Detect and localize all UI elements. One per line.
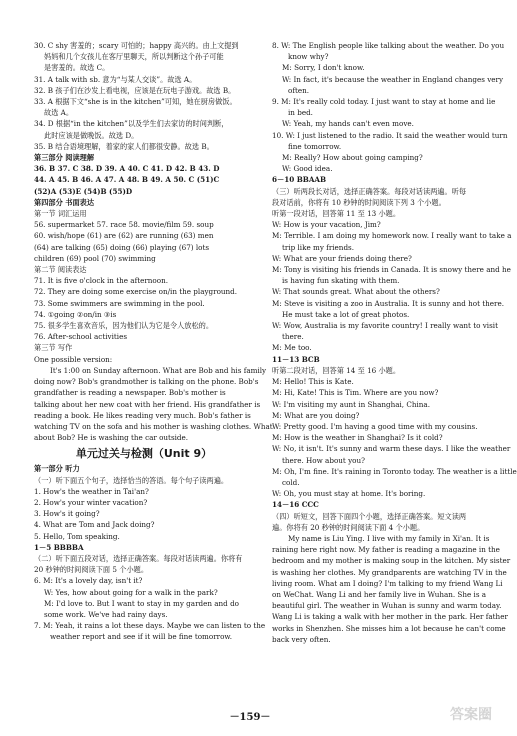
text-line: （一）听下面五个句子，选择恰当的答语。每个句子读两遍。 [34, 475, 229, 485]
text-line: weather report and see if it will be fine tomorrow. [50, 632, 232, 642]
text-line: M: Tony is visiting his friends in Canada. It is snowy there and he [272, 265, 511, 275]
text-line: W: How is your vacation, Jim? [272, 220, 381, 230]
text-line: W: In fact, it's because the weather in England changes very [282, 74, 504, 84]
text-line: 7. M: Yeah, it rains a lot these days. Maybe we can listen to the [34, 621, 266, 631]
text-line: M: Hello! This is Kate. [272, 377, 354, 387]
text-line: 60. wish/hope (61) are (62) are running (63) men [34, 231, 214, 241]
text-line: 第三部分 阅读理解 [34, 153, 95, 163]
text-line: 35. B 结合语境理解，着家的家人们都很安静。故选 B。 [34, 141, 214, 151]
text-line: 34. D 根据“in the kitchen”以及学生们去家访的时间判断， [34, 119, 229, 129]
text-line: doing now? Bob's grandmother is talking on the phone. Bob's [34, 377, 259, 387]
text-line: on WeChat. Wang Li and her family live in Wuhan. She is a [272, 589, 487, 599]
text-line: 56. supermarket 57. race 58. movie/film 59. soup [34, 220, 214, 230]
text-line: about Bob? He is washing the car outside. [34, 433, 189, 443]
text-line: 32. B 孩子们在沙发上看电视，应该是在玩电子游戏。故选 B。 [34, 85, 236, 95]
text-line: (64) are talking (65) doing (66) playing (67) lots [34, 242, 210, 252]
text-line: 此时应该是做晚饭。故选 D。 [44, 130, 139, 140]
text-line: often. [288, 85, 310, 95]
text-line: M: Oh, I'm fine. It's raining in Toronto today. The weather is a little [272, 466, 517, 476]
text-line: 第三节 写作 [34, 343, 73, 353]
text-line: 31. A talk with sb. 意为“与某人交谈”。故选 A。 [34, 74, 197, 84]
text-line: 第二节 阅读表达 [34, 265, 87, 275]
text-line: there. How about you? [282, 455, 365, 465]
text-line: 14－16 CCC [272, 500, 319, 510]
unit-title: 单元过关与检测（Unit 9） [75, 447, 213, 461]
right-listening [272, 40, 517, 645]
text-line: 76. After-school activities [34, 332, 128, 342]
text-line: W: Yeah, my hands can't even move. [282, 119, 414, 129]
text-line: children (69) pool (70) swimming [34, 253, 156, 263]
text-line: 72. They are doing some exercise on/in the playground. [34, 287, 238, 297]
text-line: 1－5 BBBBA [34, 542, 84, 552]
text-line: 听第一段对话，回答第 11 至 13 小题。 [272, 209, 401, 219]
text-line: 听第二段对话，回答第 14 至 16 小题。 [272, 365, 401, 375]
text-line: 44. A 45. B 46. A 47. A 48. B 49. A 50. C (51)C [34, 175, 220, 185]
text-line: My name is Liu Ying. I live with my family in Xi'an. It is [288, 533, 490, 543]
text-line: 8. W: The English people like talking about the weather. Do you [272, 41, 505, 50]
text-line: It's 1:00 on Sunday afternoon. What are Bob and his family [50, 365, 267, 375]
text-line: cold. [282, 477, 300, 487]
text-line: 36. B 37. C 38. D 39. A 40. C 41. D 42. B 43. D [34, 164, 220, 174]
text-line: M: Terrible. I am doing my homework now. I really want to take a [272, 231, 512, 241]
text-line: W: Pretty good. I'm having a good time with my cousins. [272, 421, 478, 431]
text-line: 故选 A。 [44, 108, 74, 118]
text-line: W: That sounds great. What about the others? [272, 287, 440, 297]
text-line: 是害羞的。故选 C。 [44, 63, 110, 73]
left-column [34, 40, 273, 643]
text-line: (52)A (53)E (54)B (55)D [34, 186, 133, 196]
text-line: M: I'd love to. But I want to stay in my garden and do [44, 598, 239, 608]
text-line: W: Yes, how about going for a walk in the park? [44, 587, 218, 597]
text-line: M: Me too. [272, 343, 312, 353]
text-line: （二）听下面五段对话，选择正确答案。每段对话读两遍。你将有 [34, 553, 243, 563]
text-line: One possible version: [34, 354, 113, 364]
watermark-logo: 答案圈 [450, 707, 492, 723]
text-line: raining here right now. My father is reading a magazine in the [272, 545, 500, 555]
text-line: 74. ①going ②on/in ③is [34, 309, 117, 319]
text-line: 6. M: It's a lovely day, isn't it? [34, 576, 143, 586]
text-line: bedroom and my mother is making soup in the kitchen. My sister [272, 556, 511, 566]
text-line: W: What are your friends doing there? [272, 253, 412, 263]
page-number: －159－ [229, 712, 271, 723]
text-line: there. [282, 332, 304, 342]
text-line: （三）听两段长对话，选择正确答案。每段对话读两遍。听每 [272, 186, 467, 196]
right-column [272, 40, 517, 645]
text-line: W: Wow, Australia is my favorite country! I really want to visit [272, 321, 498, 331]
text-line: reading a book. He likes reading very much. Bob's father is [34, 410, 251, 420]
text-line: W: I'm visiting my aunt in Shanghai, China. [272, 399, 430, 409]
text-line: 33. A 根据下文“she is in the kitchen”可知，她在厨房做饭。 [34, 97, 237, 107]
text-line: is washing her clothes. My grandparents are watching TV in the [272, 567, 507, 577]
text-line: （四）听短文，回答下面四个小题，选择正确答案。短文读两 [272, 511, 467, 521]
text-line: 遍。你将有 20 秒钟的时间阅读下面 4 个小题。 [272, 522, 425, 532]
text-line: 11－13 BCB [272, 354, 320, 364]
text-line: 1. How's the weather in Tai'an? [34, 486, 149, 496]
text-line: living room. What am I doing? I'm talking to my friend Wang Li [272, 578, 503, 588]
text-line: 段对话前，你将有 10 秒钟的时间阅读下列 3 个小题。 [272, 197, 446, 207]
text-line: W: Good idea. [282, 164, 333, 174]
left-answers [34, 40, 273, 443]
text-line: 73. Some swimmers are swimming in the pool. [34, 298, 205, 308]
text-line: talking about her new coat with her friend. His grandfather is [34, 399, 261, 409]
text-line: grandfather is reading a newspaper. Bob's mother is [34, 388, 226, 398]
text-line: some work. We've had rainy days. [44, 609, 168, 619]
text-line: beautiful girl. The weather in Wuhan is sunny and warm today. [272, 601, 502, 611]
text-line: 第一节 词汇运用 [34, 209, 87, 219]
text-line: W: No, it isn't. It's sunny and warm these days. I like the weather [272, 444, 511, 454]
text-line: 第四部分 书面表达 [34, 197, 95, 207]
text-line: M: Sorry, I don't know. [282, 63, 365, 73]
text-line: watching TV on the sofa and his mother is washing clothes. What [34, 421, 273, 431]
text-line: fine tomorrow. [288, 141, 342, 151]
text-line: M: Steve is visiting a zoo in Australia. It is sunny and hot there. [272, 298, 505, 308]
text-line: trip like my friends. [282, 242, 355, 252]
text-line: 20 秒钟的时间阅读下面 5 个小题。 [34, 565, 149, 575]
left-listening [34, 463, 266, 642]
text-line: back very often. [272, 634, 331, 644]
text-line: M: Really? How about going camping? [282, 153, 423, 163]
text-line: 4. What are Tom and Jack doing? [34, 520, 155, 530]
text-line: is having fun skating with them. [282, 276, 400, 286]
text-line: 第一部分 听力 [34, 464, 80, 474]
text-line: 30. C shy 害羞的；scary 可怕的；happy 高兴的。由上文提到 [34, 41, 239, 50]
text-line: works in Shenzhen. She misses him a lot because he can't come [272, 623, 506, 633]
text-line: He must take a lot of great photos. [282, 309, 410, 319]
text-line: 71. It is five o'clock in the afternoon. [34, 276, 169, 286]
text-line: M: What are you doing? [272, 410, 360, 420]
text-line: 6－10 BBAAB [272, 175, 327, 185]
text-line: 3. How's it going? [34, 509, 100, 519]
text-line: know why? [288, 52, 329, 62]
text-line: 妈妈和几个女孩儿在客厅里聊天，所以判断这个孙子可能 [44, 52, 224, 62]
text-line: in bed. [288, 108, 313, 118]
text-line: 75. 很多学生喜欢音乐，因为他们认为它是令人放松的。 [34, 321, 214, 331]
text-line: 10. W: I just listened to the radio. It said the weather would turn [272, 130, 508, 140]
text-line: M: How is the weather in Shanghai? Is it cold? [272, 433, 443, 443]
text-line: 2. How's your winter vacation? [34, 497, 148, 507]
text-line: M: Hi, Kate! This is Tim. Where are you now? [272, 388, 439, 398]
text-line: 5. Hello, Tom speaking. [34, 531, 120, 541]
text-line: Wang Li is taking a walk with her mother in the park. Her father [272, 612, 508, 622]
text-line: 9. M: It's really cold today. I just want to stay at home and lie [272, 97, 496, 107]
text-line: W: Oh, you must stay at home. It's boring. [272, 489, 426, 499]
